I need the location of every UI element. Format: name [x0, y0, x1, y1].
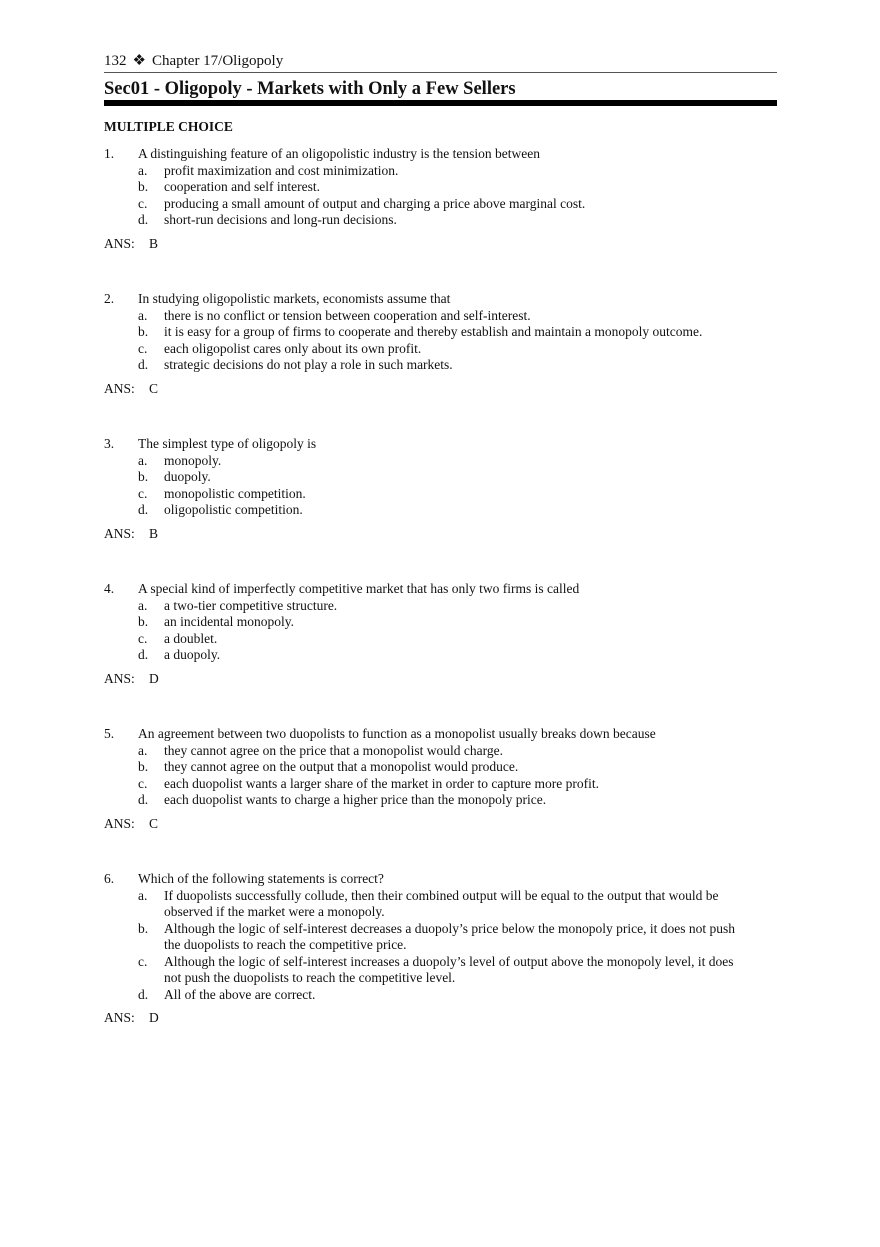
choice-item [138, 743, 777, 760]
choice-letter: c. [138, 630, 148, 646]
choice-list [138, 888, 777, 1004]
choice-letter: b. [138, 759, 149, 774]
question-stem [104, 436, 777, 453]
question-stem [104, 726, 777, 743]
choice-letter: a. [138, 742, 148, 758]
choice-letter: d. [138, 357, 149, 372]
question-item [104, 871, 777, 1027]
answer-value: B [149, 525, 159, 541]
choice-letter: a. [138, 452, 148, 468]
choice-text: All of the above are correct. [164, 986, 316, 1002]
answer-label: ANS: [104, 380, 135, 396]
answer-value: C [149, 815, 159, 831]
page-number: 132 [104, 53, 127, 69]
choice-text: duopoly. [164, 469, 211, 484]
choice-letter: b. [138, 324, 149, 339]
question-number: 4. [104, 581, 115, 596]
answer-line [104, 816, 777, 833]
choice-letter: d. [138, 212, 149, 227]
choice-text: they cannot agree on the price that a monopolist would charge. [164, 742, 504, 758]
question-number: 2. [104, 291, 115, 306]
choice-letter: c. [138, 775, 148, 791]
choice-letter: c. [138, 340, 148, 356]
question-text: In studying oligopolistic markets, economists assume that [138, 291, 451, 306]
choice-letter: d. [138, 647, 149, 662]
question-stem [104, 291, 777, 308]
choice-item [138, 502, 777, 519]
question-stem [104, 581, 777, 598]
answer-value: C [149, 380, 159, 396]
answer-label: ANS: [104, 1010, 135, 1025]
question-item [104, 581, 777, 687]
choice-text: profit maximization and cost minimization. [164, 162, 399, 178]
question-text: Which of the following statements is correct? [138, 871, 384, 886]
answer-line [104, 671, 777, 688]
choice-list [138, 598, 777, 664]
choice-item [138, 163, 777, 180]
choice-item [138, 324, 777, 341]
question-text: A special kind of imperfectly competitive market that has only two firms is called [138, 581, 580, 596]
question-number: 3. [104, 436, 115, 451]
answer-line [104, 236, 777, 253]
choice-letter: c. [138, 485, 148, 501]
choice-text: Although the logic of self-interest decreases a duopoly’s price below the monopoly price, it does not push the duopolists to reach the competitive price. [164, 920, 735, 952]
choice-item [138, 341, 777, 358]
choice-letter: d. [138, 502, 149, 517]
question-stem [104, 146, 777, 163]
choice-letter: a. [138, 597, 148, 613]
question-number: 1. [104, 146, 115, 161]
choice-text: short-run decisions and long-run decisions. [164, 212, 397, 227]
answer-line [104, 1010, 777, 1027]
choice-item [138, 453, 777, 470]
choice-item [138, 792, 777, 809]
question-list [104, 146, 777, 1027]
question-number: 5. [104, 726, 115, 741]
choice-text: a two-tier competitive structure. [164, 597, 338, 613]
choice-text: each duopolist wants a larger share of the market in order to capture more profit. [164, 775, 599, 791]
question-text: The simplest type of oligopoly is [138, 436, 317, 451]
choice-letter: a. [138, 307, 148, 323]
answer-label: ANS: [104, 525, 135, 541]
choice-text: monopolistic competition. [164, 485, 306, 501]
choice-letter: d. [138, 986, 149, 1002]
choice-text: cooperation and self interest. [164, 179, 320, 194]
choice-letter: a. [138, 162, 148, 178]
choice-item [138, 888, 777, 921]
answer-label: ANS: [104, 815, 135, 831]
answer-value: D [149, 670, 159, 686]
chapter-title: Chapter 17/Oligopoly [151, 53, 284, 69]
choice-item [138, 921, 777, 954]
choice-letter: b. [138, 614, 149, 629]
question-item [104, 726, 777, 832]
choice-item [138, 776, 777, 793]
answer-label: ANS: [104, 235, 135, 251]
choice-list [138, 453, 777, 519]
document-page [104, 52, 777, 1027]
choice-item [138, 357, 777, 374]
answer-label: ANS: [104, 670, 135, 686]
choice-letter: b. [138, 920, 149, 936]
choice-item [138, 631, 777, 648]
answer-line [104, 381, 777, 398]
choice-list [138, 743, 777, 809]
question-text: A distinguishing feature of an oligopolistic industry is the tension between [138, 146, 540, 161]
multiple-choice-heading: MULTIPLE CHOICE [104, 119, 233, 134]
choice-item [138, 598, 777, 615]
choice-text: each oligopolist cares only about its own profit. [164, 340, 422, 356]
choice-letter: c. [138, 953, 148, 969]
choice-text: each duopolist wants to charge a higher price than the monopoly price. [164, 792, 547, 807]
choice-list [138, 163, 777, 229]
question-item [104, 436, 777, 542]
choice-item [138, 954, 777, 987]
choice-item [138, 759, 777, 776]
question-text: An agreement between two duopolists to function as a monopolist usually breaks down because [138, 726, 656, 741]
choice-text: monopoly. [164, 452, 222, 468]
choice-text: Although the logic of self-interest increases a duopoly’s level of output above the monopoly level, it does not push the duopolists to reach the competitive level. [164, 953, 734, 985]
choice-letter: d. [138, 792, 149, 807]
choice-list [138, 308, 777, 374]
choice-item [138, 987, 777, 1004]
choice-item [138, 469, 777, 486]
choice-text: producing a small amount of output and charging a price above marginal cost. [164, 195, 586, 211]
diamond-icon: ❖ [132, 53, 146, 69]
choice-letter: b. [138, 469, 149, 484]
choice-text: strategic decisions do not play a role in such markets. [164, 357, 453, 372]
running-header [104, 52, 777, 73]
choice-item [138, 308, 777, 325]
question-stem [104, 871, 777, 888]
choice-text: they cannot agree on the output that a monopolist would produce. [164, 759, 519, 774]
choice-item [138, 486, 777, 503]
choice-text: oligopolistic competition. [164, 502, 303, 517]
choice-item [138, 647, 777, 664]
choice-item [138, 614, 777, 631]
question-number: 6. [104, 871, 115, 886]
choice-text: it is easy for a group of firms to cooperate and thereby establish and maintain a monopoly outcome. [164, 324, 703, 339]
answer-value: B [149, 235, 159, 251]
answer-value: D [149, 1010, 159, 1025]
choice-text: If duopolists successfully collude, then their combined output will be equal to the output that would be observed if the market were a monopoly. [164, 887, 719, 919]
choice-text: an incidental monopoly. [164, 614, 294, 629]
answer-line [104, 526, 777, 543]
choice-item [138, 212, 777, 229]
question-item [104, 291, 777, 397]
choice-letter: a. [138, 887, 148, 903]
choice-letter: c. [138, 195, 148, 211]
section-title: Sec01 - Oligopoly - Markets with Only a Few Sellers [104, 79, 516, 99]
title-rule [104, 100, 777, 106]
question-item [104, 146, 777, 252]
choice-item [138, 179, 777, 196]
choice-text: a doublet. [164, 630, 218, 646]
choice-letter: b. [138, 179, 149, 194]
choice-text: there is no conflict or tension between cooperation and self-interest. [164, 307, 531, 323]
choice-text: a duopoly. [164, 647, 221, 662]
choice-item [138, 196, 777, 213]
